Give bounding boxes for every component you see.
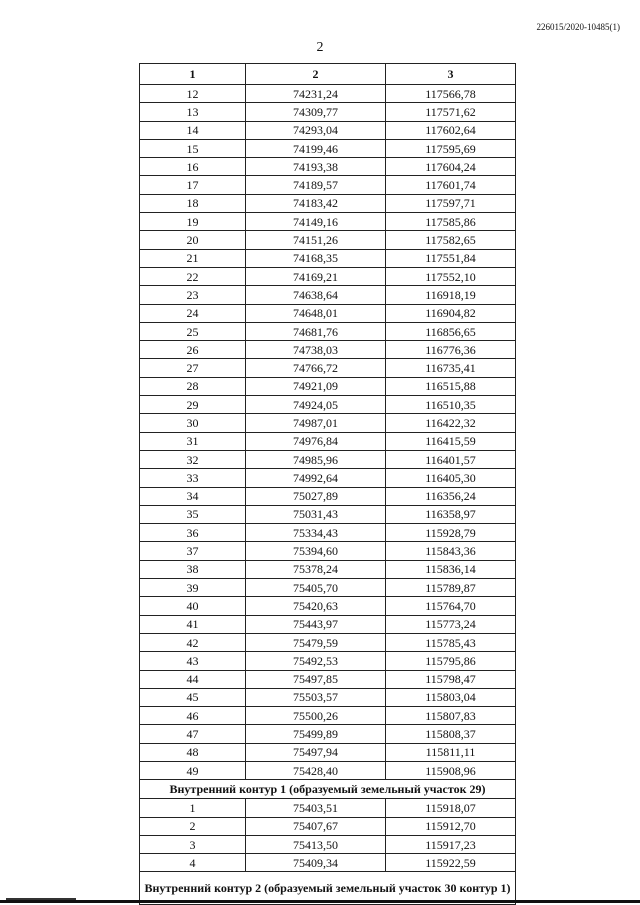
point-number-cell: 38 <box>140 560 246 578</box>
point-number-cell: 16 <box>140 158 246 176</box>
point-number-cell: 41 <box>140 615 246 633</box>
y-coordinate-cell: 115922,59 <box>386 854 516 872</box>
section-title: Внутренний контур 2 (образуемый земельный участок 30 контур 1) <box>140 872 516 905</box>
point-number-cell: 24 <box>140 304 246 322</box>
x-coordinate-cell: 74987,01 <box>246 414 386 432</box>
point-number-cell: 46 <box>140 707 246 725</box>
y-coordinate-cell: 115908,96 <box>386 761 516 779</box>
table-row <box>140 817 516 835</box>
y-coordinate-cell: 117566,78 <box>386 85 516 103</box>
y-coordinate-cell: 117602,64 <box>386 121 516 139</box>
point-number-cell: 43 <box>140 652 246 670</box>
x-coordinate-cell: 75492,53 <box>246 652 386 670</box>
y-coordinate-cell: 116401,57 <box>386 450 516 468</box>
y-coordinate-cell: 117601,74 <box>386 176 516 194</box>
table-row <box>140 213 516 231</box>
y-coordinate-cell: 117585,86 <box>386 213 516 231</box>
table-row <box>140 249 516 267</box>
table-row <box>140 560 516 578</box>
x-coordinate-cell: 75420,63 <box>246 597 386 615</box>
x-coordinate-cell: 75497,85 <box>246 670 386 688</box>
x-coordinate-cell: 75378,24 <box>246 560 386 578</box>
table-row <box>140 304 516 322</box>
x-coordinate-cell: 75334,43 <box>246 524 386 542</box>
x-coordinate-cell: 74976,84 <box>246 432 386 450</box>
point-number-cell: 35 <box>140 505 246 523</box>
section-title: Внутренний контур 1 (образуемый земельный участок 29) <box>140 780 516 799</box>
y-coordinate-cell: 115843,36 <box>386 542 516 560</box>
table-row <box>140 707 516 725</box>
y-coordinate-cell: 116358,97 <box>386 505 516 523</box>
table-row <box>140 85 516 103</box>
point-number-cell: 18 <box>140 194 246 212</box>
table-row <box>140 652 516 670</box>
document-id: 226015/2020-10485(1) <box>536 22 620 32</box>
y-coordinate-cell: 117551,84 <box>386 249 516 267</box>
x-coordinate-cell: 74766,72 <box>246 359 386 377</box>
x-coordinate-cell: 75403,51 <box>246 799 386 817</box>
table-row <box>140 524 516 542</box>
table-row <box>140 469 516 487</box>
table-row <box>140 835 516 853</box>
y-coordinate-cell: 116515,88 <box>386 377 516 395</box>
y-coordinate-cell: 116904,82 <box>386 304 516 322</box>
y-coordinate-cell: 117595,69 <box>386 139 516 157</box>
y-coordinate-cell: 115795,86 <box>386 652 516 670</box>
y-coordinate-cell: 115912,70 <box>386 817 516 835</box>
table-row <box>140 670 516 688</box>
x-coordinate-cell: 75409,34 <box>246 854 386 872</box>
point-number-cell: 32 <box>140 450 246 468</box>
table-row <box>140 322 516 340</box>
x-coordinate-cell: 75503,57 <box>246 688 386 706</box>
y-coordinate-cell: 115789,87 <box>386 579 516 597</box>
point-number-cell: 30 <box>140 414 246 432</box>
y-coordinate-cell: 115918,07 <box>386 799 516 817</box>
point-number-cell: 12 <box>140 85 246 103</box>
y-coordinate-cell: 116856,65 <box>386 322 516 340</box>
table-row <box>140 194 516 212</box>
table-row <box>140 267 516 285</box>
table-header <box>140 64 516 85</box>
x-coordinate-cell: 75443,97 <box>246 615 386 633</box>
x-coordinate-cell: 74199,46 <box>246 139 386 157</box>
point-number-cell: 31 <box>140 432 246 450</box>
y-coordinate-cell: 115785,43 <box>386 633 516 651</box>
table-row <box>140 761 516 779</box>
point-number-cell: 23 <box>140 286 246 304</box>
header-row <box>140 64 516 85</box>
x-coordinate-cell: 74193,38 <box>246 158 386 176</box>
x-coordinate-cell: 75500,26 <box>246 707 386 725</box>
point-number-cell: 13 <box>140 103 246 121</box>
x-coordinate-cell: 74231,24 <box>246 85 386 103</box>
point-number-cell: 45 <box>140 688 246 706</box>
column-header: 3 <box>386 64 516 85</box>
table-row <box>140 341 516 359</box>
point-number-cell: 49 <box>140 761 246 779</box>
y-coordinate-cell: 117597,71 <box>386 194 516 212</box>
y-coordinate-cell: 115807,83 <box>386 707 516 725</box>
table-row <box>140 688 516 706</box>
point-number-cell: 21 <box>140 249 246 267</box>
point-number-cell: 3 <box>140 835 246 853</box>
x-coordinate-cell: 74738,03 <box>246 341 386 359</box>
x-coordinate-cell: 74985,96 <box>246 450 386 468</box>
x-coordinate-cell: 75428,40 <box>246 761 386 779</box>
table-row <box>140 854 516 872</box>
table-row <box>140 176 516 194</box>
x-coordinate-cell: 75031,43 <box>246 505 386 523</box>
x-coordinate-cell: 74992,64 <box>246 469 386 487</box>
x-coordinate-cell: 74681,76 <box>246 322 386 340</box>
table-row <box>140 487 516 505</box>
y-coordinate-cell: 115773,24 <box>386 615 516 633</box>
y-coordinate-cell: 116356,24 <box>386 487 516 505</box>
y-coordinate-cell: 115808,37 <box>386 725 516 743</box>
y-coordinate-cell: 116918,19 <box>386 286 516 304</box>
table-row <box>140 139 516 157</box>
x-coordinate-cell: 74924,05 <box>246 396 386 414</box>
column-header: 1 <box>140 64 246 85</box>
y-coordinate-cell: 115798,47 <box>386 670 516 688</box>
table-row <box>140 542 516 560</box>
page-number: 2 <box>316 40 324 55</box>
x-coordinate-cell: 74169,21 <box>246 267 386 285</box>
x-coordinate-cell: 74183,42 <box>246 194 386 212</box>
y-coordinate-cell: 115928,79 <box>386 524 516 542</box>
y-coordinate-cell: 116510,35 <box>386 396 516 414</box>
y-coordinate-cell: 116415,59 <box>386 432 516 450</box>
point-number-cell: 27 <box>140 359 246 377</box>
point-number-cell: 29 <box>140 396 246 414</box>
table-row <box>140 799 516 817</box>
table-body <box>140 85 516 780</box>
y-coordinate-cell: 116776,36 <box>386 341 516 359</box>
x-coordinate-cell: 74921,09 <box>246 377 386 395</box>
x-coordinate-cell: 75394,60 <box>246 542 386 560</box>
table-row <box>140 396 516 414</box>
table-row <box>140 231 516 249</box>
y-coordinate-cell: 115917,23 <box>386 835 516 853</box>
y-coordinate-cell: 117582,65 <box>386 231 516 249</box>
x-coordinate-cell: 74189,57 <box>246 176 386 194</box>
point-number-cell: 1 <box>140 799 246 817</box>
y-coordinate-cell: 115811,11 <box>386 743 516 761</box>
y-coordinate-cell: 115836,14 <box>386 560 516 578</box>
table-row <box>140 597 516 615</box>
table-row <box>140 414 516 432</box>
x-coordinate-cell: 74168,35 <box>246 249 386 267</box>
table-row <box>140 121 516 139</box>
point-number-cell: 20 <box>140 231 246 249</box>
table-row <box>140 286 516 304</box>
section-1 <box>140 780 516 799</box>
point-number-cell: 26 <box>140 341 246 359</box>
table-row <box>140 743 516 761</box>
table-row <box>140 103 516 121</box>
y-coordinate-cell: 117552,10 <box>386 267 516 285</box>
point-number-cell: 47 <box>140 725 246 743</box>
point-number-cell: 48 <box>140 743 246 761</box>
table-row <box>140 505 516 523</box>
point-number-cell: 33 <box>140 469 246 487</box>
x-coordinate-cell: 74151,26 <box>246 231 386 249</box>
table-row <box>140 633 516 651</box>
table-row <box>140 158 516 176</box>
table-row <box>140 432 516 450</box>
x-coordinate-cell: 74309,77 <box>246 103 386 121</box>
x-coordinate-cell: 74293,04 <box>246 121 386 139</box>
y-coordinate-cell: 116735,41 <box>386 359 516 377</box>
x-coordinate-cell: 74638,64 <box>246 286 386 304</box>
x-coordinate-cell: 74149,16 <box>246 213 386 231</box>
point-number-cell: 42 <box>140 633 246 651</box>
y-coordinate-cell: 117604,24 <box>386 158 516 176</box>
table-row <box>140 359 516 377</box>
table-row <box>140 615 516 633</box>
point-number-cell: 14 <box>140 121 246 139</box>
x-coordinate-cell: 74648,01 <box>246 304 386 322</box>
x-coordinate-cell: 75479,59 <box>246 633 386 651</box>
x-coordinate-cell: 75497,94 <box>246 743 386 761</box>
section-1-body <box>140 799 516 872</box>
y-coordinate-cell: 116422,32 <box>386 414 516 432</box>
table-row <box>140 450 516 468</box>
point-number-cell: 4 <box>140 854 246 872</box>
x-coordinate-cell: 75027,89 <box>246 487 386 505</box>
y-coordinate-cell: 115764,70 <box>386 597 516 615</box>
point-number-cell: 15 <box>140 139 246 157</box>
scan-edge <box>0 900 640 903</box>
section-title-row <box>140 780 516 799</box>
column-header: 2 <box>246 64 386 85</box>
point-number-cell: 25 <box>140 322 246 340</box>
x-coordinate-cell: 75413,50 <box>246 835 386 853</box>
point-number-cell: 39 <box>140 579 246 597</box>
y-coordinate-cell: 117571,62 <box>386 103 516 121</box>
point-number-cell: 2 <box>140 817 246 835</box>
x-coordinate-cell: 75405,70 <box>246 579 386 597</box>
y-coordinate-cell: 115803,04 <box>386 688 516 706</box>
point-number-cell: 28 <box>140 377 246 395</box>
point-number-cell: 40 <box>140 597 246 615</box>
point-number-cell: 36 <box>140 524 246 542</box>
table-row <box>140 579 516 597</box>
point-number-cell: 34 <box>140 487 246 505</box>
point-number-cell: 44 <box>140 670 246 688</box>
y-coordinate-cell: 116405,30 <box>386 469 516 487</box>
table-row <box>140 725 516 743</box>
table-row <box>140 377 516 395</box>
point-number-cell: 17 <box>140 176 246 194</box>
point-number-cell: 37 <box>140 542 246 560</box>
point-number-cell: 19 <box>140 213 246 231</box>
x-coordinate-cell: 75499,89 <box>246 725 386 743</box>
x-coordinate-cell: 75407,67 <box>246 817 386 835</box>
coordinates-table <box>139 63 516 905</box>
point-number-cell: 22 <box>140 267 246 285</box>
